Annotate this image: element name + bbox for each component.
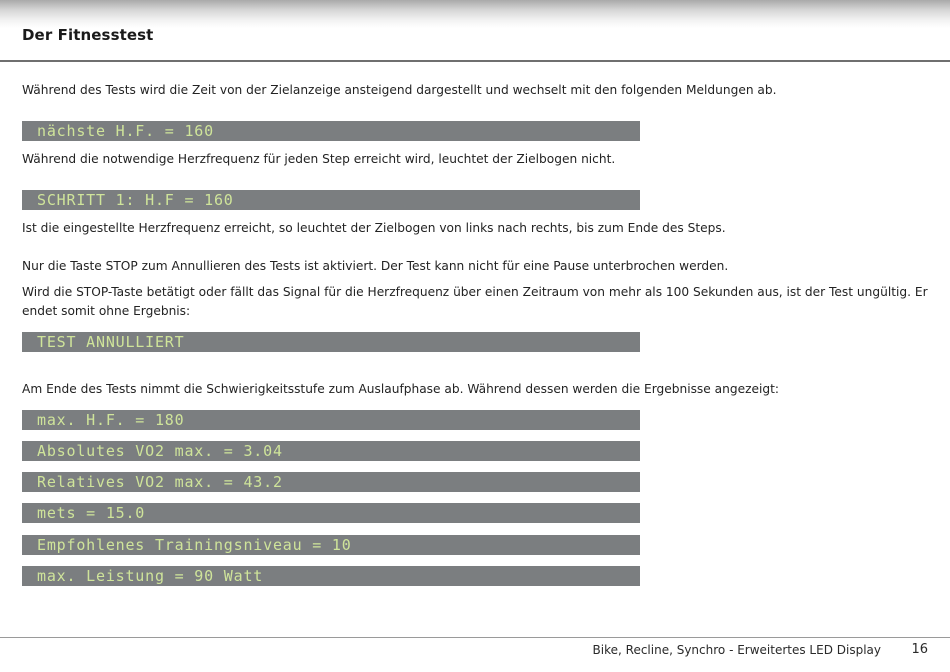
lcd-message-step: SCHRITT 1: H.F = 160 (22, 190, 640, 210)
paragraph-target-arc-off: Während die notwendige Herzfrequenz für jeden Step erreicht wird, leuchtet der Zielbogen nicht. (22, 152, 616, 166)
header-divider (0, 60, 950, 62)
page-header (0, 0, 950, 62)
lcd-message-next-hr: nächste H.F. = 160 (22, 121, 640, 141)
intro-paragraph: Während des Tests wird die Zeit von der Zielanzeige ansteigend dargestellt und wechselt mit den folgenden Meldungen ab. (22, 83, 777, 97)
lcd-result-max-hr: max. H.F. = 180 (22, 410, 640, 430)
lcd-result-relative-vo2: Relatives VO2 max. = 43.2 (22, 472, 640, 492)
paragraph-results-intro: Am Ende des Tests nimmt die Schwierigkeitsstufe zum Auslaufphase ab. Während dessen werden die Ergebnisse angezeigt: (22, 382, 779, 396)
footer-document-title: Bike, Recline, Synchro - Erweitertes LED Display (592, 643, 881, 657)
page-title: Der Fitnesstest (22, 26, 154, 44)
page-number: 16 (911, 642, 928, 657)
lcd-message-test-cancelled: TEST ANNULLIERT (22, 332, 640, 352)
lcd-result-training-level: Empfohlenes Trainingsniveau = 10 (22, 535, 640, 555)
paragraph-stop-key: Nur die Taste STOP zum Annullieren des Tests ist aktiviert. Der Test kann nicht für eine Pause unterbrochen werden. (22, 259, 729, 273)
paragraph-test-invalid: Wird die STOP-Taste betätigt oder fällt das Signal für die Herzfrequenz über einen Zeitraum von mehr als 100 Sekunden aus, ist der Test ungültig. Er endet somit ohne Ergebnis: (22, 285, 928, 318)
footer-divider (0, 637, 950, 638)
paragraph-target-arc-on: Ist die eingestellte Herzfrequenz erreicht, so leuchtet der Zielbogen von links nach rechts, bis zum Ende des Steps. (22, 221, 726, 235)
lcd-result-max-power: max. Leistung = 90 Watt (22, 566, 640, 586)
lcd-result-absolute-vo2: Absolutes VO2 max. = 3.04 (22, 441, 640, 461)
lcd-result-mets: mets = 15.0 (22, 503, 640, 523)
